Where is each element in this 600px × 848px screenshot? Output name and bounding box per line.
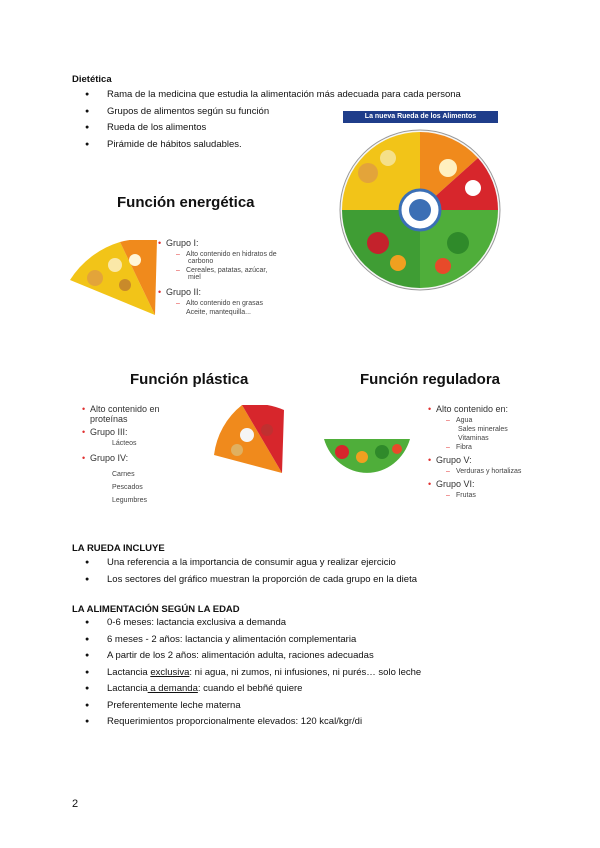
grupo2-item: Aceite, mantequilla... [186,309,251,316]
reguladora-item: Sales minerales [458,426,508,433]
list-item: ● 0-6 meses: lactancia exclusiva a demanda [72,615,421,632]
grupo5-label: • Grupo V: [428,455,521,465]
reguladora-item: Vitaminas [458,435,489,442]
grupo4-label: • Grupo IV: [82,453,160,463]
energetica-wedge-illustration [65,240,160,315]
food-wheel-illustration [338,128,503,293]
rueda-title: LA RUEDA INCLUYE [72,543,165,554]
grupo4-item: Carnes [112,471,135,478]
list-item: ● Grupos de alimentos según su función [72,104,461,121]
grupo4-item: Legumbres [112,497,148,504]
underlined-text: exclusiva [150,666,190,678]
reguladora-wedge-illustration [322,437,412,487]
grupo6-item: – Frutas [428,492,521,499]
grupo1-item: – Alto contenido en hidratos de [158,251,277,258]
reguladora-item: – Agua [428,417,521,424]
plastica-line: proteínas [90,414,128,424]
grupo3-label: • Grupo III: [82,427,160,437]
wheel-image [343,111,498,129]
plastica-text [82,404,160,506]
reguladora-item: – Fibra [428,444,521,451]
text: : ni agua, ni zumos, ni infusiones, ni purés… solo leche [189,666,422,678]
reguladora-title: Función reguladora [360,371,501,388]
list-item: ● Rama de la medicina que estudia la alimentación más adecuada para cada persona [72,87,461,104]
grupo4-item: Pescados [112,484,143,491]
text: Lactancia [107,666,151,678]
text: : cuando el bebñé quiere [197,683,303,694]
list-item: ● Pirámide de hábitos saludables. [72,137,461,154]
list-item: ● 6 meses - 2 años: lactancia y alimentación complementaria [72,632,421,649]
grupo2-label: • Grupo II: [158,287,277,297]
grupo1-label: • Grupo I: [158,238,277,248]
list-item [72,665,421,682]
list-item [72,681,421,698]
energetica-title: Función energética [117,194,255,211]
edad-list [72,615,421,731]
grupo6-label: • Grupo VI: [428,479,521,489]
grupo1-item: miel [188,274,201,281]
dietetica-title: Dietética [72,74,112,85]
edad-title: LA ALIMENTACIÓN SEGÚN LA EDAD [72,604,240,615]
list-item: ● Una referencia a la importancia de consumir agua y realizar ejercicio [72,555,417,572]
reguladora-line: • Alto contenido en: [428,404,521,414]
list-item: ● Preferentemente leche materna [72,698,421,715]
page-number: 2 [72,798,79,810]
list-item: ● A partir de los 2 años: alimentación adulta, raciones adecuadas [72,648,421,665]
list-item: ● Requerimientos proporcionalmente elevados: 120 kcal/kgr/di [72,714,421,731]
underlined-text: a demanda [147,683,198,694]
energetica-text [158,238,277,318]
wheel-title: La nueva Rueda de los Alimentos [343,111,498,123]
grupo1-item: – Cereales, patatas, azúcar, [158,267,277,274]
grupo5-item: – Verduras y hortalizas [428,468,521,475]
plastica-line: • Alto contenido en [82,404,160,414]
plastica-title: Función plástica [130,371,249,388]
list-item: ● Los sectores del gráfico muestran la proporción de cada grupo en la dieta [72,572,417,589]
grupo3-item: Lácteos [112,440,137,447]
text: Lactancia [107,683,148,694]
plastica-wedge-illustration [212,405,287,475]
list-item: ● Rueda de los alimentos [72,120,461,137]
grupo2-item: – Alto contenido en grasas [158,300,277,307]
grupo1-item: carbono [188,258,214,265]
rueda-list [72,555,417,588]
reguladora-text [428,404,521,501]
